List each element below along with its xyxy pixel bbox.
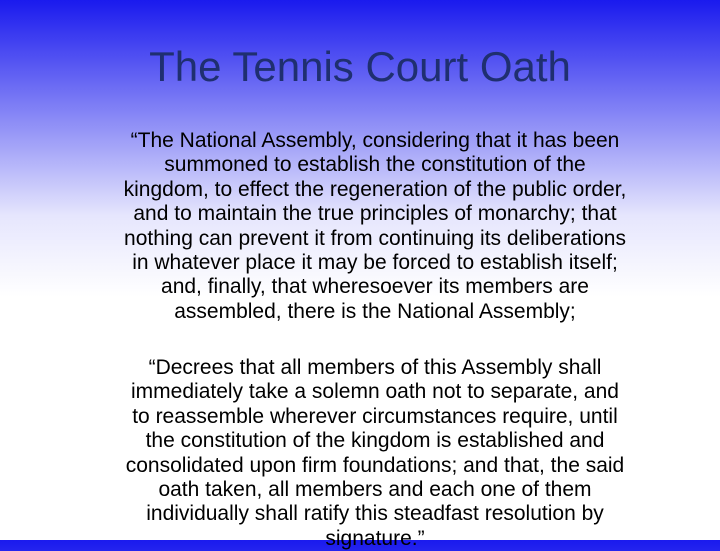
quote-paragraph-1 <box>60 129 690 324</box>
text-line: and, finally, that wheresoever its members are <box>161 275 589 299</box>
text-line: oath taken, all members and each one of them <box>158 478 592 502</box>
text-line: assembled, there is the National Assembly; <box>174 299 576 323</box>
text-line: signature.” <box>325 526 425 550</box>
text-line: immediately take a solemn oath not to separate, and <box>131 380 619 404</box>
text-line: “The National Assembly, considering that it has been <box>130 129 620 152</box>
text-line: and to maintain the true principles of monarchy; that <box>133 202 617 226</box>
text-line: the constitution of the kingdom is established and <box>145 429 605 453</box>
text-line: kingdom, to effect the regeneration of the public order, <box>123 177 627 201</box>
text-line: individually shall ratify this steadfast resolution by <box>146 502 604 526</box>
text-line: in whatever place it may be forced to establish itself; <box>132 251 618 275</box>
text-line: “Decrees that all members of this Assembly shall <box>148 356 602 379</box>
text-line: summoned to establish the constitution of the <box>164 153 586 177</box>
text-line: consolidated upon firm foundations; and that, the said <box>125 453 625 477</box>
quote-paragraph-2 <box>60 356 690 551</box>
text-line: nothing can prevent it from continuing its deliberations <box>124 226 626 250</box>
slide-title: The Tennis Court Oath <box>149 43 571 90</box>
text-line: to reassemble wherever circumstances require, until <box>132 404 618 428</box>
